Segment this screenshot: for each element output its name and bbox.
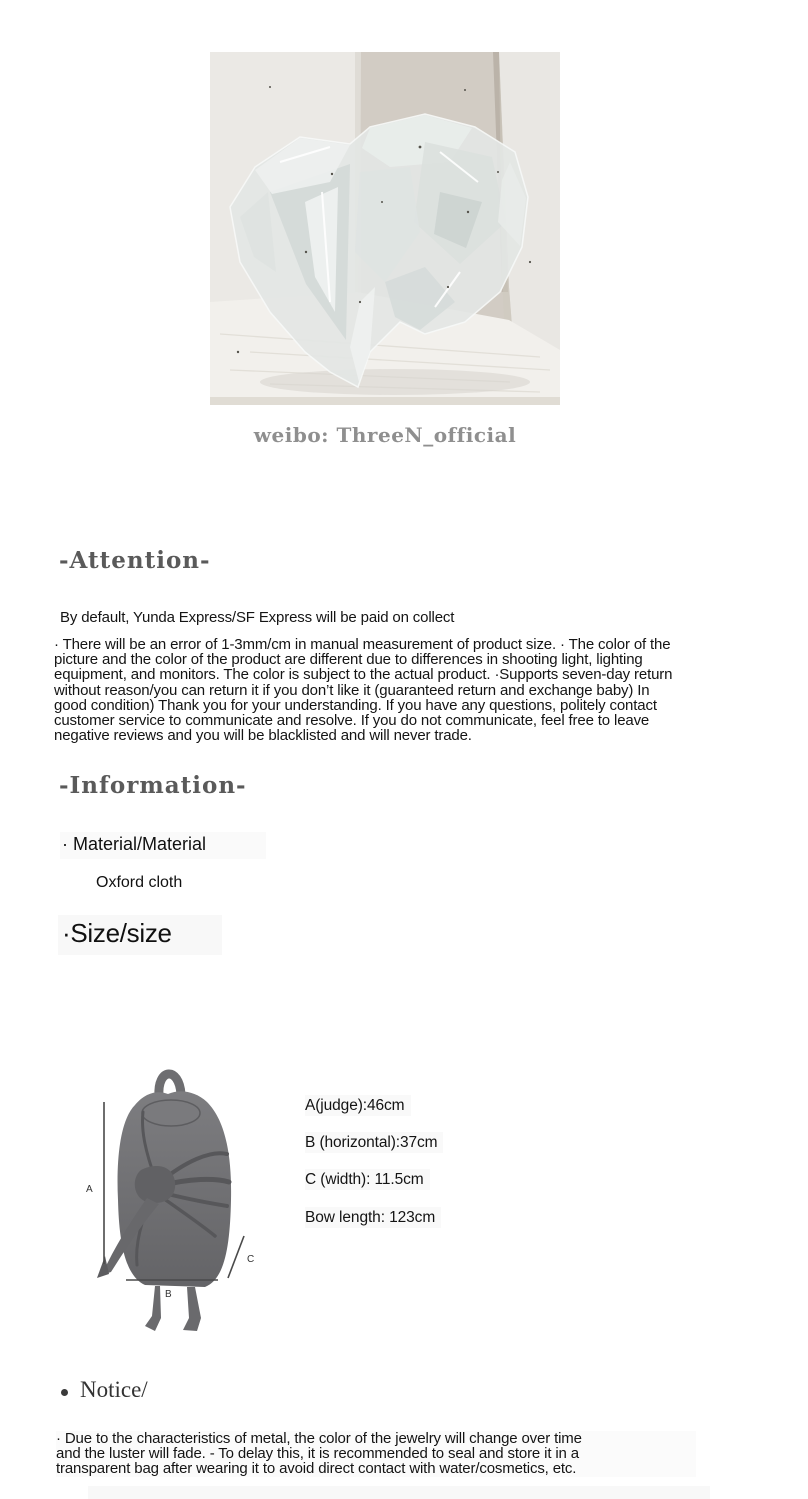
material-label: · Material/Material — [60, 832, 266, 859]
footer-strip — [88, 1486, 710, 1499]
bow-tail-tip — [97, 1256, 109, 1278]
size-heading: ·Size/size — [58, 915, 222, 955]
backpack-illustration — [75, 1050, 305, 1342]
photo-caption: weibo: ThreeN_official — [253, 423, 517, 447]
notice-heading: Notice/ — [80, 1377, 148, 1402]
material-value: Oxford cloth — [96, 874, 183, 891]
notice-bullet-icon — [61, 1389, 68, 1396]
right-strap — [183, 1287, 201, 1331]
attention-body: · There will be an error of 1-3mm/cm in manual measurement of product size. · The color of the picture and the color of the product are different due to differences in shooting light, lighting equipment, and monitors. The color is subject to the actual product. ·Supports seven-day return without reason/you can return it if you don’t like it (guaranteed return and exchange baby) In good condition) Thank you for your understanding. If you have any questions, politely contact customer service to communicate and resolve. If you do not communicate, feel free to leave negative reviews and you will be blacklisted and will never trade. — [54, 636, 673, 745]
left-strap — [145, 1286, 161, 1331]
notice-body: · Due to the characteristics of metal, the color of the jewelry will change over time and the luster will fade. - To delay this, it is recommended to seal and store it in a transparent bag after wearing it to avoid direct contact with water/cosmetics, etc. — [56, 1431, 696, 1477]
bow-knot — [135, 1166, 175, 1203]
information-heading: -Information- — [59, 772, 247, 799]
size-diagram — [75, 1050, 305, 1342]
dimension-line-c — [228, 1236, 244, 1278]
product-photo — [210, 52, 560, 405]
backpack-top-flap — [142, 1100, 200, 1126]
dimension-label-b: B — [165, 1289, 172, 1300]
shipping-note: By default, Yunda Express/SF Express will be paid on collect — [60, 609, 455, 626]
crystal-photo-illustration — [210, 52, 560, 405]
attention-heading: -Attention- — [59, 547, 211, 574]
dimension-label-c: C — [247, 1254, 255, 1265]
sill-front-edge — [210, 397, 560, 405]
dimension-label-a: A — [86, 1184, 93, 1195]
measurement-list: A(judge):46cm B (horizontal):37cm C (width): 11.5cm Bow length: 123cm — [305, 1087, 443, 1236]
crystal-shadow — [260, 369, 530, 395]
